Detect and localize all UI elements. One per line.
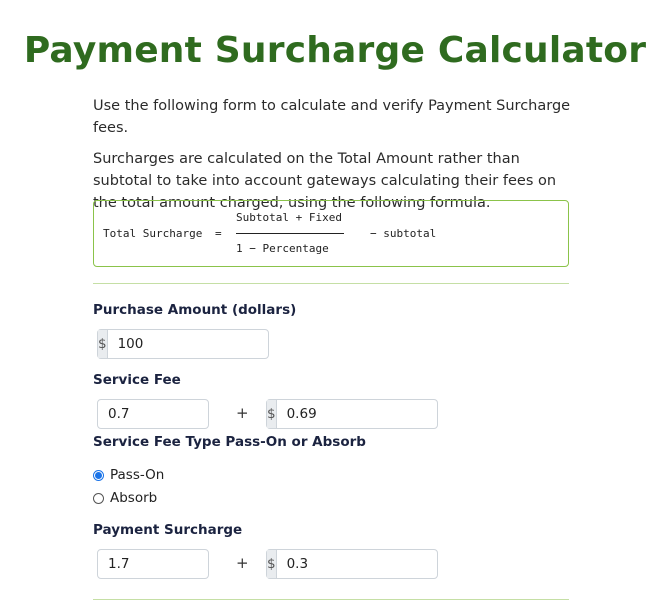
radio-pass-on[interactable] bbox=[93, 467, 164, 483]
description-text: Surcharges are calculated on the Total Amount rather than subtotal to take into account gateways calculating their fees on the total amount charged, using the following formula. bbox=[93, 151, 557, 211]
formula-denominator: 1 − Percentage bbox=[236, 242, 329, 255]
fee-type-label: Service Fee Type Pass-On or Absorb bbox=[93, 434, 366, 450]
intro-text: Use the following form to calculate and verify Payment Surcharge fees. bbox=[93, 98, 571, 136]
service-fee-percent-group bbox=[97, 399, 209, 429]
dollar-sign-addon: $ bbox=[98, 330, 108, 358]
payment-surcharge-percent-input[interactable] bbox=[98, 550, 289, 578]
payment-surcharge-fixed-group bbox=[266, 549, 438, 579]
formula-box bbox=[93, 200, 569, 267]
radio-pass-on-control[interactable] bbox=[93, 470, 104, 481]
plus-sign: + bbox=[236, 554, 249, 572]
formula-equals: = bbox=[215, 227, 222, 240]
radio-absorb-label: Absorb bbox=[110, 490, 158, 506]
purchase-amount-input[interactable] bbox=[108, 330, 299, 358]
service-fee-percent-input[interactable] bbox=[98, 400, 289, 428]
service-fee-label: Service Fee bbox=[93, 372, 181, 388]
payment-surcharge-label: Payment Surcharge bbox=[93, 522, 243, 538]
payment-surcharge-percent-group bbox=[97, 549, 209, 579]
purchase-amount-group bbox=[97, 329, 269, 359]
radio-pass-on-label: Pass-On bbox=[110, 467, 165, 483]
radio-absorb-control[interactable] bbox=[93, 493, 104, 504]
dollar-sign-addon: $ bbox=[267, 400, 277, 428]
service-fee-fixed-group bbox=[266, 399, 438, 429]
page-title: Payment Surcharge Calculator bbox=[23, 30, 647, 71]
service-fee-fixed-input[interactable] bbox=[277, 400, 468, 428]
formula-tail: − subtotal bbox=[370, 227, 437, 240]
payment-surcharge-fixed-input[interactable] bbox=[277, 550, 468, 578]
formula-lhs: Total Surcharge bbox=[103, 227, 203, 240]
divider bbox=[93, 283, 569, 284]
divider bbox=[93, 599, 569, 600]
formula-numerator: Subtotal + Fixed bbox=[236, 211, 342, 224]
purchase-amount-label: Purchase Amount (dollars) bbox=[93, 302, 297, 318]
radio-absorb[interactable] bbox=[93, 490, 157, 506]
plus-sign: + bbox=[236, 404, 249, 422]
formula-fraction-bar bbox=[236, 233, 344, 234]
dollar-sign-addon: $ bbox=[267, 550, 277, 578]
